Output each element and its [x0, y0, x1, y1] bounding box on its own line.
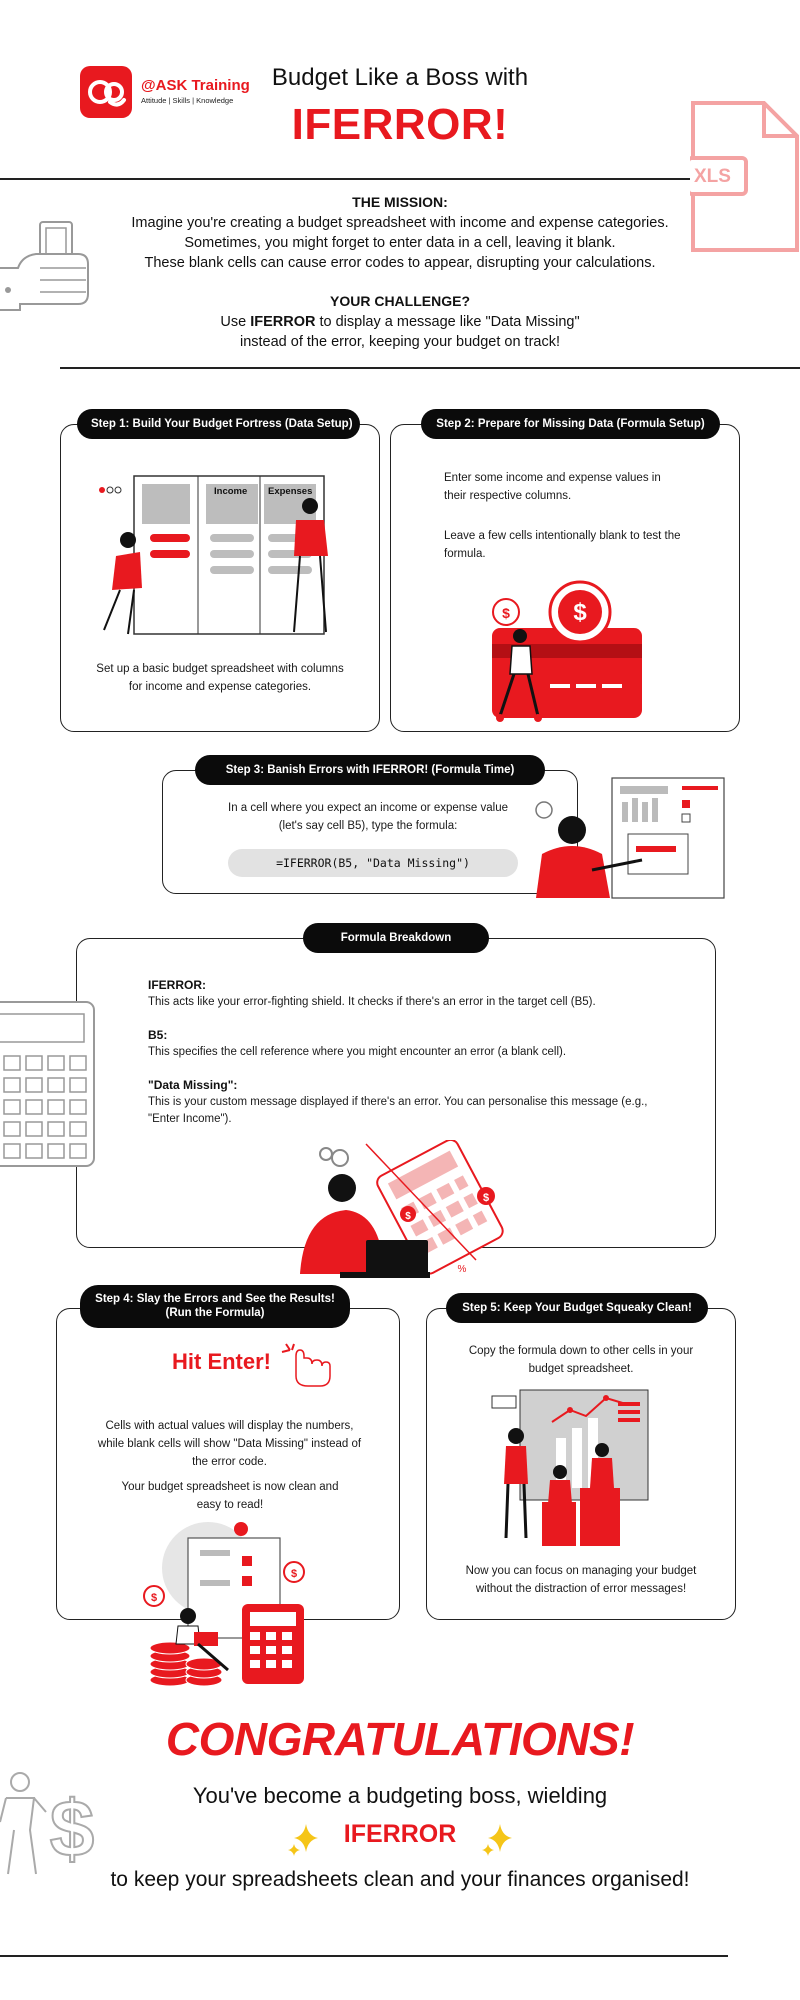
step2-label: Step 2: Prepare for Missing Data (Formula Setup)	[421, 409, 720, 439]
step1-label: Step 1: Build Your Budget Fortress (Data Setup)	[77, 409, 360, 439]
breakdown-label: Formula Breakdown	[303, 923, 489, 953]
cash-hand-icon	[0, 218, 95, 318]
svg-text:$: $	[150, 1592, 158, 1604]
svg-text:$: $	[502, 605, 510, 621]
breakdown-item-text: This is your custom message displayed if there's an error. You can personalise this message (e.g., "Enter Income").	[148, 1095, 648, 1126]
brand-name: @ASK Training	[141, 77, 250, 94]
step2-credit-card-illustration	[480, 576, 650, 728]
breakdown-item-title: IFERROR:	[148, 978, 206, 992]
breakdown-item-text: This specifies the cell reference where you might encounter an error (a blank cell).	[148, 1045, 567, 1058]
footer-line-1: You've become a budgeting boss, wielding	[192, 1783, 608, 1808]
step1-income-header: Income	[214, 486, 248, 497]
step4-text-1: Cells with actual values will display the numbers, while blank cells will show "Data Missing" instead of the error code.	[97, 1420, 362, 1468]
divider-top	[0, 178, 690, 180]
step5-label: Step 5: Keep Your Budget Squeaky Clean!	[446, 1293, 708, 1323]
svg-text:$: $	[482, 1192, 490, 1204]
svg-text:%: %	[457, 1264, 467, 1275]
page-title-line2: IFERROR!	[291, 100, 509, 149]
breakdown-item-iferror	[148, 978, 648, 1012]
mission-heading: THE MISSION:	[352, 194, 448, 210]
step4-hit-enter: Hit Enter!	[172, 1349, 271, 1374]
dollar-figure-outline-icon	[0, 1770, 112, 1880]
step1-spreadsheet-illustration	[98, 470, 348, 638]
breakdown-list	[148, 978, 648, 1145]
brand-tagline: Attitude | Skills | Knowledge	[141, 96, 234, 105]
breakdown-item-b5	[148, 1028, 648, 1062]
mission-line-1: Imagine you're creating a budget spreadsheet with income and expense categories.	[131, 214, 669, 231]
step3-dashboard-illustration	[532, 774, 732, 914]
step3-text: In a cell where you expect an income or expense value (let's say cell B5), type the formula:	[228, 802, 508, 832]
at-sign-icon	[80, 66, 132, 118]
sparkle-icon-right	[482, 1822, 514, 1856]
congrats-heading: CONGRATULATIONS!	[165, 1713, 635, 1765]
divider-bottom	[0, 1955, 728, 1957]
step4-label-line2: (Run the Formula)	[165, 1307, 265, 1320]
cursor-click-icon	[280, 1342, 336, 1390]
step5-text-1: Copy the formula down to other cells in your budget spreadsheet.	[468, 1345, 694, 1375]
breakdown-calculator-illustration	[296, 1140, 516, 1282]
divider-mission	[60, 367, 800, 369]
svg-text:$: $	[573, 599, 587, 626]
challenge-line-2: instead of the error, keeping your budget on track!	[239, 334, 560, 351]
step4-text-2: Your budget spreadsheet is now clean and easy to read!	[121, 1481, 339, 1511]
step4-label-line1: Step 4: Slay the Errors and See the Results!	[95, 1293, 335, 1305]
svg-text:$: $	[290, 1568, 298, 1580]
svg-text:$: $	[405, 1211, 411, 1222]
step1-expenses-header: Expenses	[268, 486, 313, 497]
step1-text: Set up a basic budget spreadsheet with columns for income and expense categories.	[96, 663, 344, 693]
mission-section	[100, 193, 700, 353]
page-title-line1: Budget Like a Boss with	[271, 64, 529, 91]
calculator-outline-icon	[0, 1000, 96, 1170]
breakdown-item-text: This acts like your error-fighting shield. It checks if there's an error in the target cell (B5).	[148, 996, 596, 1008]
challenge-keyword: IFERROR	[250, 314, 316, 331]
mission-line-2: Sometimes, you might forget to enter data in a cell, leaving it blank.	[184, 234, 616, 251]
xls-badge-label: XLS	[694, 166, 731, 187]
step4-coins-illustration	[142, 1520, 322, 1690]
step5-text-2: Now you can focus on managing your budget without the distraction of error messages!	[465, 1565, 697, 1595]
xls-file-icon	[690, 100, 800, 256]
challenge-heading: YOUR CHALLENGE?	[330, 293, 470, 310]
footer-line-2: to keep your spreadsheets clean and your finances organised!	[110, 1868, 690, 1891]
challenge-text-post: to display a message like "Data Missing"	[315, 314, 580, 331]
breakdown-item-data-missing	[148, 1078, 648, 1130]
step3-label: Step 3: Banish Errors with IFERROR! (Formula Time)	[195, 755, 545, 785]
breakdown-item-title: B5:	[148, 1027, 168, 1042]
mission-line-3: These blank cells can cause error codes to appear, disrupting your calculations.	[144, 255, 656, 272]
challenge-text-pre: Use	[220, 314, 251, 331]
step2-text-1: Enter some income and expense values in their respective columns.	[444, 472, 661, 502]
step4-label	[80, 1285, 350, 1328]
step3-formula: =IFERROR(B5, "Data Missing")	[228, 849, 518, 877]
footer-iferror: IFERROR	[343, 1820, 457, 1848]
svg-text:$: $	[49, 1784, 95, 1873]
step2-text-2: Leave a few cells intentionally blank to test the formula.	[444, 530, 681, 560]
brand-logo	[80, 66, 132, 118]
breakdown-item-title: "Data Missing":	[148, 1077, 238, 1092]
step5-team-chart-illustration	[490, 1388, 660, 1548]
challenge-line-1	[100, 312, 700, 332]
